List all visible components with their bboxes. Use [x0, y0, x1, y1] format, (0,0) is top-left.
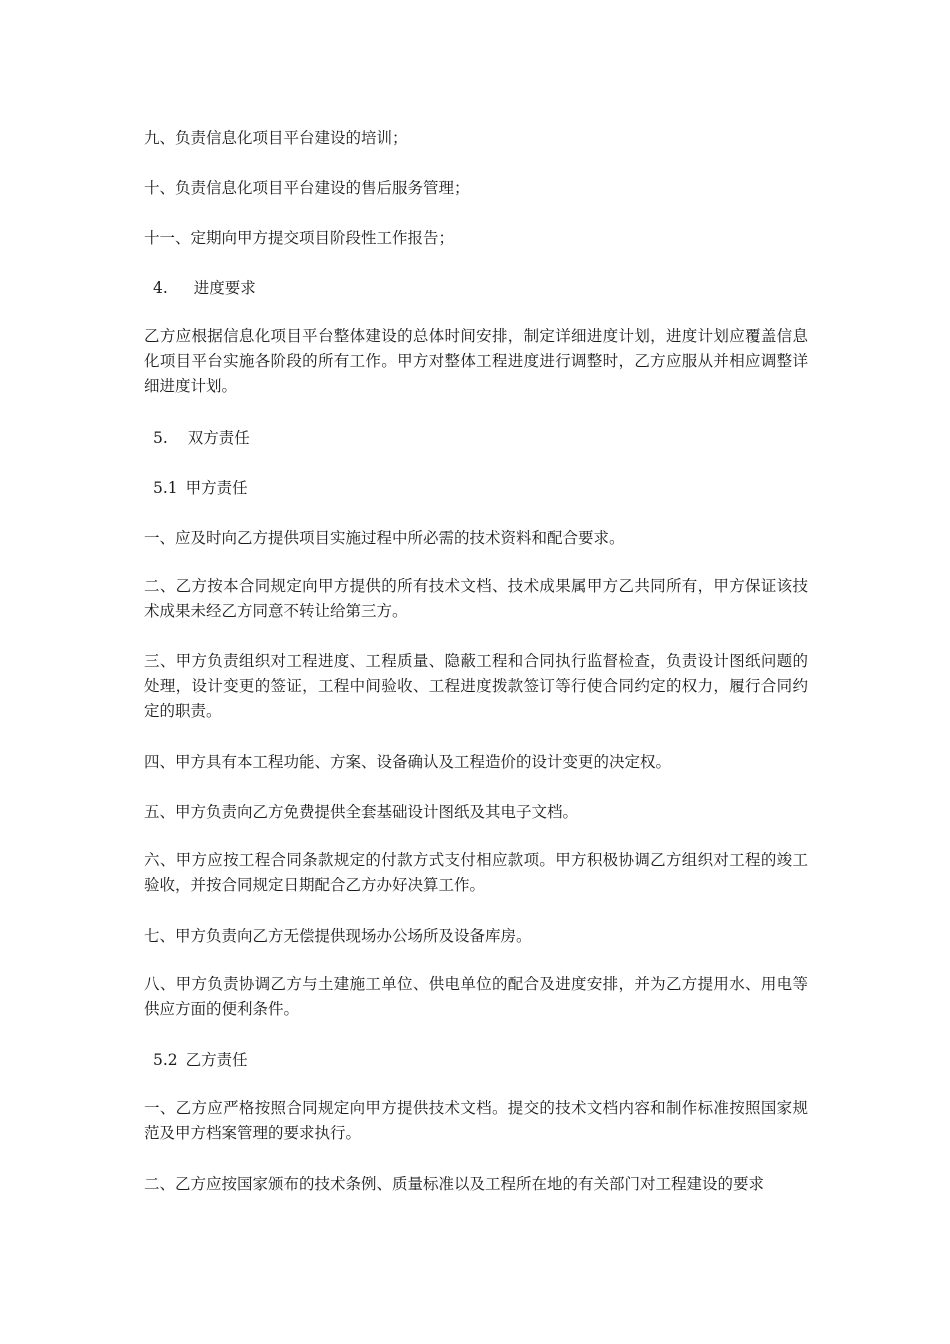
list-item: 九、负责信息化项目平台建设的培训； [144, 129, 408, 147]
section-heading-5-1 [153, 478, 248, 498]
section-number: 4. [153, 279, 168, 297]
list-item: 三、甲方负责组织对工程进度、工程质量、隐蔽工程和合同执行监督检查，负责设计图纸问题的处理，设计变更的签证，工程中间验收、工程进度拨款签订等行使合同约定的权力，履行合同约定的职责。 [144, 652, 808, 720]
section-title: 进度要求 [193, 279, 256, 297]
list-item: 十、负责信息化项目平台建设的售后服务管理； [144, 179, 470, 197]
section-heading-5-2 [153, 1050, 248, 1070]
list-item: 六、甲方应按工程合同条款规定的付款方式支付相应款项。甲方积极协调乙方组织对工程的竣工验收，并按合同规定日期配合乙方办好决算工作。 [144, 851, 808, 894]
section-number: 5.2 [153, 1051, 178, 1069]
section-title: 甲方责任 [185, 479, 248, 497]
section-heading-4 [153, 278, 256, 298]
list-item: 十一、定期向甲方提交项目阶段性工作报告； [144, 229, 455, 247]
list-item: 七、甲方负责向乙方无偿提供现场办公场所及设备库房。 [144, 927, 532, 945]
section-heading-5 [153, 428, 250, 448]
list-item: 四、甲方具有本工程功能、方案、设备确认及工程造价的设计变更的决定权。 [144, 753, 672, 771]
paragraph: 乙方应根据信息化项目平台整体建设的总体时间安排，制定详细进度计划，进度计划应覆盖信息化项目平台实施各阶段的所有工作。甲方对整体工程进度进行调整时，乙方应服从并相应调整详细进度计划。 [144, 327, 808, 395]
list-item: 八、甲方负责协调乙方与土建施工单位、供电单位的配合及进度安排，并为乙方提用水、用电等供应方面的便利条件。 [144, 975, 808, 1018]
section-number: 5.1 [153, 479, 178, 497]
list-item: 二、乙方应按国家颁布的技术条例、质量标准以及工程所在地的有关部门对工程建设的要求 [144, 1175, 765, 1193]
list-item: 五、甲方负责向乙方免费提供全套基础设计图纸及其电子文档。 [144, 803, 579, 821]
section-title: 乙方责任 [185, 1051, 248, 1069]
list-item: 一、应及时向乙方提供项目实施过程中所必需的技术资料和配合要求。 [144, 529, 625, 547]
list-item: 二、乙方按本合同规定向甲方提供的所有技术文档、技术成果属甲方乙共同所有，甲方保证该技术成果未经乙方同意不转让给第三方。 [144, 577, 808, 620]
section-number: 5. [153, 429, 168, 447]
list-item: 一、乙方应严格按照合同规定向甲方提供技术文档。提交的技术文档内容和制作标准按照国家规范及甲方档案管理的要求执行。 [144, 1099, 808, 1142]
section-title: 双方责任 [187, 429, 250, 447]
